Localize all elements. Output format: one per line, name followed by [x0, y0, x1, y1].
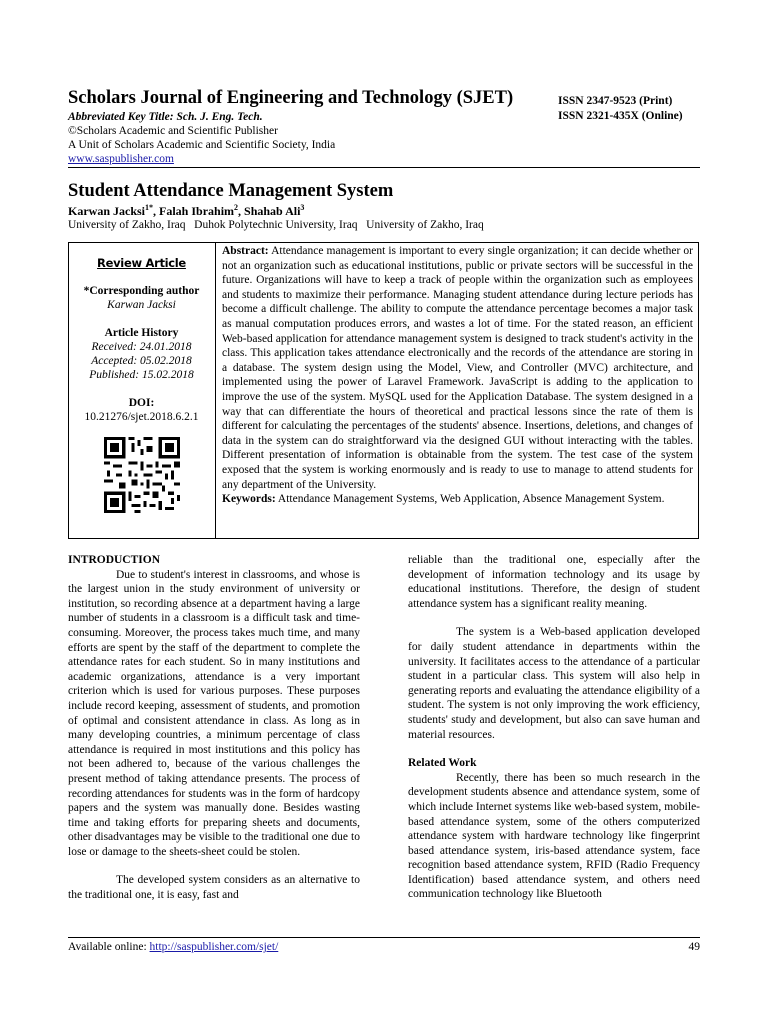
introduction-paragraph-1: Due to student's interest in classrooms, and whose is the largest union in the study environment of university or institution, so recording absence at a department having a large number of students in a classroom is a difficult task and time-consuming. Moreover, the process takes much time, and many efforts are spent by the staff of the department to complete the attendance rates for each student. So in many institutions and academic organizations, attendance is a very important criterion which is used for various purposes. These purposes include record keeping, assessment of students, and promotion of optimal and consistent attendance in class. As long as in many developing countries, a minimum percentage of class attendance is required in most institutions and this policy has not been adhered to, because of the various challenges the present method of taking attendance presents. The process of recording attendances for students was in the form of hardcopy papers and the system was manually done. Besides wasting time and taking efforts for preparing sheets and documents, other disadvantages may be visible to the traditional one due to lose or damage to the sheets-sheet could be stolen. — [68, 568, 360, 858]
footer-url-link[interactable]: http://saspublisher.com/sjet/ — [149, 941, 279, 953]
abstract-text: Attendance management is important to every single organization; it can decide whether or not an organization such as educational institutions, public or private sectors will be successful in the future. Organizations will have to keep a track of people within the organization such as employees and students to maximize their performance. Managing student attendance during lecture periods has become a difficult challenge. The ability to compute the attendance percentage becomes a major task as manual computation produces errors, and wastes a lot of time. For the stated reason, an efficient Web-based application for attendance management system is designed to track student's activity in the class. This application takes attendance electronically and the records of the attendance are storing in a database. The system design using the Model, View, and Controller (MVC) architecture, and implemented using the power of Laravel Framework. JavaScript is adding to the application to improve the use of the system. MySQL used for the Application Database. The system designed in a way that can differentiate the hours of theoretical and practical lessons since the rate of them is different for calculating the percentages of the students' absence. Insertions, deletions, and changes of data in the system can do straightforward via the designed GUI without interacting with the tables. Different presentation of information is obtainable from the system. The test case of the system exposed that the system is working enormously and is ready to use to manage to attend students for any department of the University. — [222, 245, 693, 491]
article-info-sidebar — [70, 256, 213, 513]
author-2-sup: 2 — [234, 203, 239, 212]
issn-print: ISSN 2347-9523 (Print) — [558, 95, 673, 107]
authors-line — [68, 203, 304, 219]
body-column-left — [68, 553, 360, 903]
website-link[interactable]: www.saspublisher.com — [68, 153, 174, 165]
issn-online: ISSN 2321-435X (Online) — [558, 110, 683, 122]
affiliations: University of Zakho, Iraq Duhok Polytechnic University, Iraq University of Zakho, Iraq — [68, 219, 484, 231]
article-history-label: Article History — [104, 327, 179, 339]
doi-label: DOI: — [128, 397, 155, 409]
author-1-sup: 1* — [145, 203, 154, 212]
footer-rule — [68, 937, 700, 938]
keywords-label: Keywords: — [222, 493, 276, 506]
doi-value[interactable]: 10.21276/sjet.2018.6.2.1 — [84, 411, 199, 423]
right-paragraph-1: reliable than the traditional one, especially after the development of information technology and its usage by educational institutions. Therefore, the design of student attendance system has a significant reality meaning. — [408, 554, 700, 610]
publisher-line: ©Scholars Academic and Scientific Publisher — [68, 125, 278, 137]
abbreviated-key-title: Abbreviated Key Title: Sch. J. Eng. Tech. — [68, 111, 263, 123]
body-column-right — [408, 553, 700, 902]
abstract-box-divider — [215, 242, 216, 539]
received-date: Received: 24.01.2018 — [91, 341, 192, 353]
journal-title: Scholars Journal of Engineering and Technology (SJET) — [68, 88, 514, 108]
header-rule — [68, 167, 700, 168]
accepted-date: Accepted: 05.02.2018 — [91, 355, 192, 367]
author-2: , Falah Ibrahim — [153, 204, 235, 218]
paper-title: Student Attendance Management System — [68, 181, 394, 201]
author-3-sup: 3 — [300, 203, 305, 212]
abstract-label: Abstract: — [222, 245, 269, 257]
author-3: , Shahab Ali — [238, 204, 301, 218]
society-line: A Unit of Scholars Academic and Scientific Society, India — [68, 139, 336, 151]
footer-available-label: Available online: — [68, 941, 150, 953]
published-date: Published: 15.02.2018 — [89, 369, 194, 381]
footer-available-online — [68, 941, 278, 953]
review-article-label: Review Article — [97, 256, 186, 270]
introduction-paragraph-2: The developed system considers as an alternative to the traditional one, it is easy, fast and — [68, 874, 360, 902]
corresponding-author-name: Karwan Jacksi — [107, 299, 176, 311]
author-1: Karwan Jacksi — [68, 204, 146, 218]
website-line — [68, 152, 174, 166]
abstract — [222, 244, 693, 507]
related-work-heading: Related Work — [408, 757, 477, 770]
keywords-text: Attendance Management Systems, Web Application, Absence Management System. — [277, 493, 665, 506]
corresponding-author-label: *Corresponding author — [83, 285, 200, 297]
page-number: 49 — [688, 941, 700, 953]
related-work-paragraph: Recently, there has been so much research in the development students absence and attendance system, some of which include Internet systems like web-based system, mobile-based attendance system, some of the others computerized attendance system with hardware technology like fingerprint based attendance system, iris-based attendance system, face recognition based attendance system, RFID (Radio Frequency Identification) based attendance system, and others need communication technology like Bluetooth — [408, 771, 700, 901]
right-paragraph-2: The system is a Web-based application developed for daily student attendance in departments within the university. It facilitates access to the attendance of a particular student in a particular class. This system will also help in generating reports and evaluating the attendance eligibility of a student. The system is not only improving the work efficiency, students' study and development, but also can save human and material resources. — [408, 626, 700, 741]
introduction-heading: INTRODUCTION — [68, 554, 161, 566]
qr-code-icon — [104, 437, 180, 513]
